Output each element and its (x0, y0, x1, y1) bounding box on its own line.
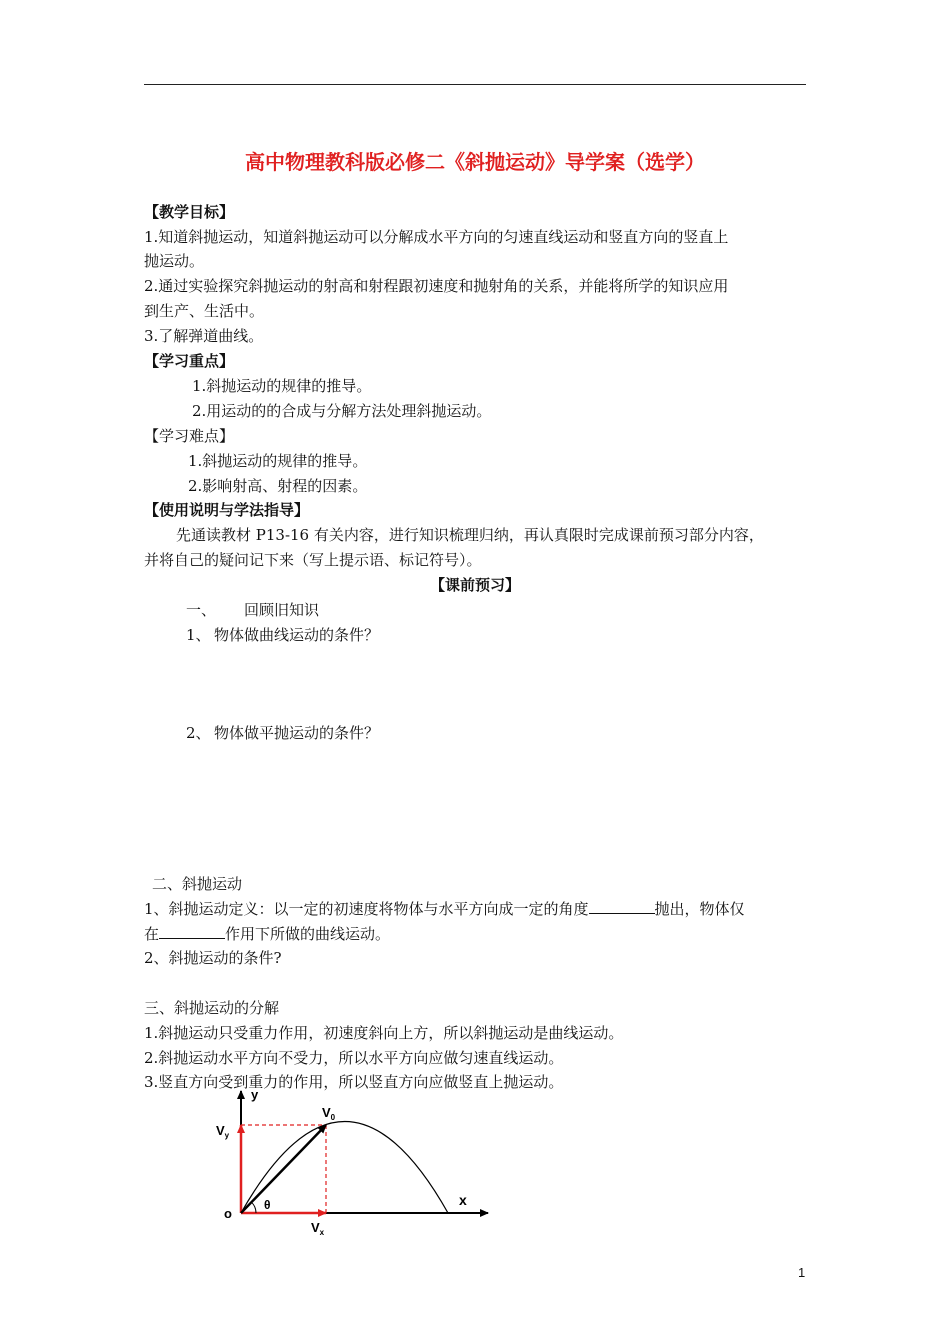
difficulties-heading: 【学习难点】 (144, 427, 235, 445)
difficulty-2: 2.影响射高、射程的因素。 (188, 477, 368, 495)
objective-3: 3.了解弹道曲线。 (144, 327, 264, 345)
question-1: 物体做曲线运动的条件？ (214, 626, 380, 644)
definition-line-1 (144, 898, 745, 920)
guide-line-1: 先通读教材 P13-16 有关内容，进行知识梳理归纳，再认真限时完成课前预习部分内容， (176, 526, 764, 544)
guide-heading: 【使用说明与学法指导】 (144, 501, 310, 519)
section-2-title: 二、斜抛运动 (152, 875, 243, 893)
question-1-number: 1、 (186, 626, 211, 644)
section-1-number: 一、 (186, 601, 217, 619)
guide-line-2: 并将自己的疑问记下来（写上提示语、标记符号）。 (144, 551, 482, 569)
objective-1-cont: 抛运动。 (144, 252, 205, 270)
definition-line-2 (144, 923, 390, 945)
decomposition-1: 1.斜抛运动只受重力作用，初速度斜向上方，所以斜抛运动是曲线运动。 (144, 1024, 624, 1042)
theta-label: θ (264, 1198, 271, 1212)
section-1-title: 回顾旧知识 (244, 601, 320, 619)
key-point-1: 1.斜抛运动的规律的推导。 (192, 377, 372, 395)
key-point-2: 2.用运动的的合成与分解方法处理斜抛运动。 (192, 402, 492, 420)
vx-label: $V_x$ (311, 1220, 325, 1235)
decomposition-3: 3.竖直方向受到重力的作用，所以竖直方向应做竖直上抛运动。 (144, 1073, 564, 1091)
page-title: 高中物理教科版必修二《斜抛运动》导学案（选学） (245, 150, 705, 174)
v0-vector (241, 1125, 326, 1213)
vy-label: $V_y$ (216, 1123, 230, 1140)
v0-label: $V_0$ (322, 1105, 336, 1122)
preview-heading: 【课前预习】 (429, 576, 520, 594)
key-points-heading: 【学习重点】 (144, 352, 235, 370)
objectives-heading: 【教学目标】 (144, 203, 235, 221)
question-2-number: 2、 (186, 724, 211, 742)
fill-blank-force[interactable] (159, 924, 225, 939)
definition-text-a: 1、斜抛运动定义：以一定的初速度将物体与水平方向成一定的角度 (144, 900, 589, 918)
definition-text-c: 在 (144, 925, 160, 943)
difficulty-1: 1.斜抛运动的规律的推导。 (188, 452, 368, 470)
objective-1: 1.知道斜抛运动，知道斜抛运动可以分解成水平方向的匀速直线运动和竖直方向的竖直上 (144, 228, 729, 246)
header-rule (144, 84, 806, 85)
definition-text-d: 作用下所做的曲线运动。 (225, 925, 391, 943)
condition-question: 2、斜抛运动的条件? (144, 949, 282, 967)
definition-text-b: 抛出，物体仅 (654, 900, 745, 918)
fill-blank-angle[interactable] (589, 899, 655, 914)
decomposition-2: 2.斜抛运动水平方向不受力，所以水平方向应做匀速直线运动。 (144, 1049, 564, 1067)
origin-label: o (224, 1206, 232, 1221)
question-2: 物体做平抛运动的条件？ (214, 724, 380, 742)
objective-2: 2.通过实验探究斜抛运动的射高和射程跟初速度和抛射角的关系，并能将所学的知识应用 (144, 277, 729, 295)
page-number: 1 (798, 1265, 806, 1280)
objective-2-cont: 到生产、生活中。 (144, 302, 265, 320)
x-label: x (459, 1192, 467, 1208)
theta-arc (251, 1202, 256, 1213)
trajectory-curve (241, 1122, 448, 1214)
section-3-title: 三、斜抛运动的分解 (144, 999, 280, 1017)
y-label: y (251, 1087, 259, 1102)
projectile-diagram (200, 1085, 500, 1235)
